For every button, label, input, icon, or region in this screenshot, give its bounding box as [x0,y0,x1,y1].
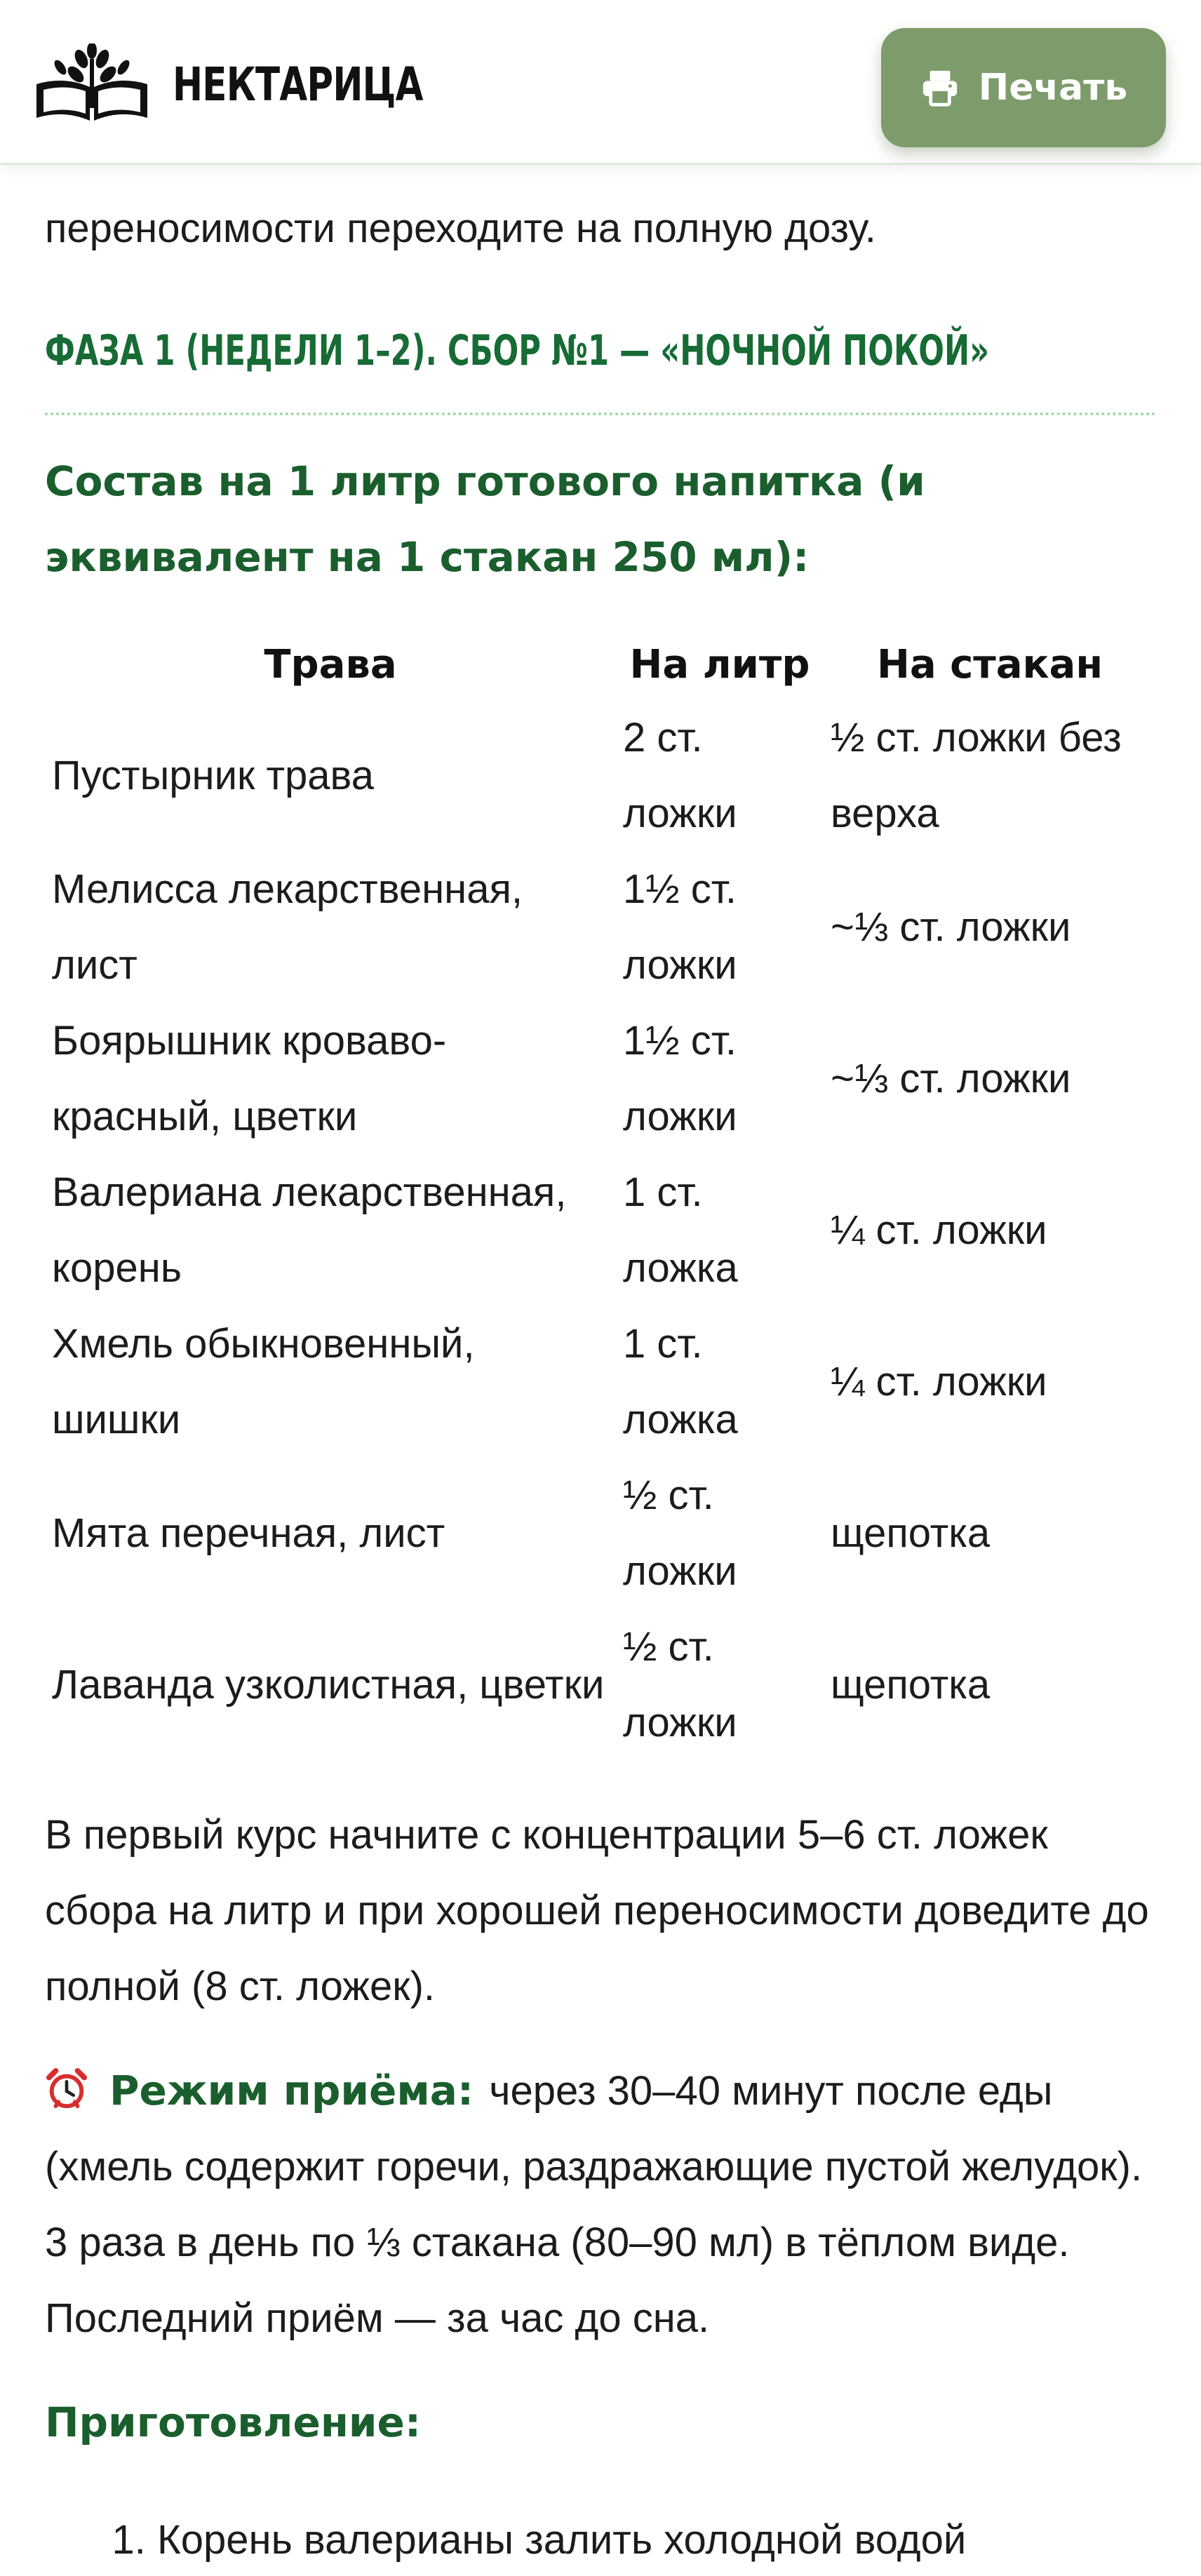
per-glass-cell: ¼ ст. ложки [831,1359,1047,1404]
herb-cell: Мята перечная, лист [52,1510,445,1556]
per-liter-cell: ½ ст. ложки [623,1624,737,1745]
per-glass-cell: ¼ ст. ложки [831,1207,1047,1253]
preparation-steps [45,2502,1156,2576]
column-header-herb: Трава [264,642,397,687]
per-glass-cell: ½ ст. ложки без верха [831,715,1122,836]
intake-mode-text: через 30–40 минут после еды (хмель содержит горечи, раздражающие пустой желудок). 3 раза в день по ⅓ стакана (80–90 мл) в тёплом виде. Последний приём — за час до сна. [45,2068,1143,2341]
composition-heading: Состав на 1 литр готового напитка (и эквивалент на 1 стакан 250 мл): [45,457,925,581]
article-body [45,163,1156,2576]
section-divider [45,412,1156,415]
logo-book-tree-icon [32,43,152,125]
table-row [45,852,1156,1003]
per-glass-cell: щепотка [831,1662,991,1708]
herb-cell: Лаванда узколистная, цветки [52,1662,605,1708]
table-row [45,1609,1156,1761]
brand-name: НЕКТАРИЦА [173,57,423,112]
per-liter-cell: 1 ст. ложка [623,1169,738,1291]
herb-cell: Боярышник кроваво-красный, цветки [52,1018,447,1139]
site-logo[interactable] [32,43,493,125]
lead-paragraph: переносимости переходите на полную дозу. [45,206,876,251]
table-header-row [45,637,1156,700]
intake-mode-label: Режим приёма: [109,2067,474,2114]
column-header-per-liter: На литр [629,642,810,687]
table-row [45,1306,1156,1458]
per-liter-cell: 1½ ст. ложки [623,866,737,988]
herb-cell: Хмель обыкновенный, шишки [52,1321,475,1442]
list-item: 1. Корень валерианы залить холодной водой [157,2502,1156,2576]
intake-mode-paragraph [45,2053,1156,2356]
table-row [45,1003,1156,1155]
per-liter-cell: ½ ст. ложки [623,1473,737,1594]
phase-title: ФАЗА 1 (НЕДЕЛИ 1–2). СБОР №1 — «НОЧНОЙ ПОКОЙ» [45,326,990,375]
herb-cell: Мелисса лекарственная, лист [52,866,523,988]
per-glass-cell: ~⅓ ст. ложки [831,904,1071,950]
per-liter-cell: 2 ст. ложки [623,715,737,836]
table-row [45,1155,1156,1306]
first-course-note: В первый курс начните с концентрации 5–6 ст. ложек сбора на литр и при хорошей переносимости доведите до полной (8 ст. ложек). [45,1812,1149,2009]
table-row [45,700,1156,852]
site-header [0,0,1201,165]
herb-cell: Валериана лекарственная, корень [52,1169,567,1291]
column-header-per-glass: На стакан [876,642,1103,687]
per-glass-cell: ~⅓ ст. ложки [831,1056,1071,1101]
preparation-heading: Приготовление: [45,2399,422,2446]
print-button-label: Печать [978,67,1128,109]
per-glass-cell: щепотка [831,1510,991,1556]
herb-cell: Пустырник трава [52,753,374,798]
per-liter-cell: 1 ст. ложка [623,1321,738,1442]
printer-icon [920,67,960,108]
per-liter-cell: 1½ ст. ложки [623,1018,737,1139]
table-row [45,1458,1156,1609]
herbs-table [45,637,1156,1761]
print-button[interactable] [881,28,1166,147]
alarm-clock-icon [45,2067,88,2110]
